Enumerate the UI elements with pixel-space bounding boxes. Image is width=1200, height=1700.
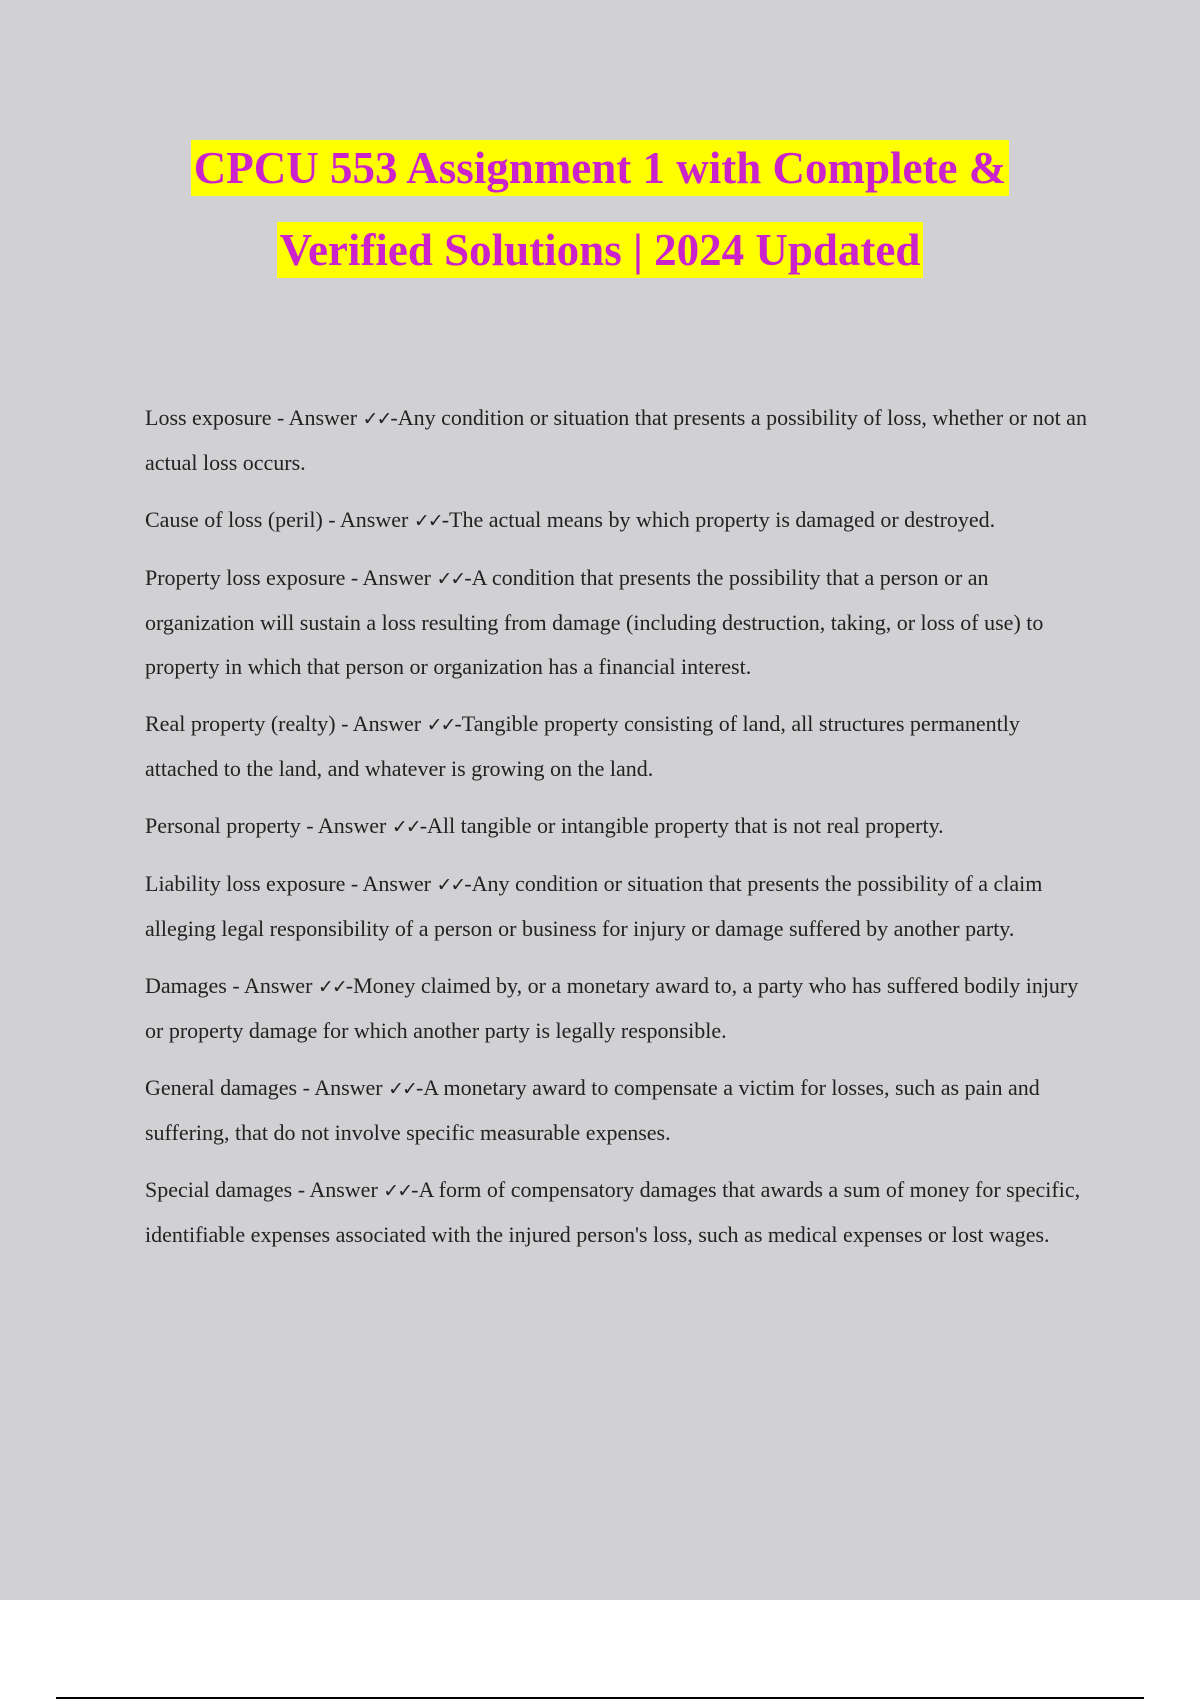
entry-term: Personal property: [145, 813, 301, 838]
double-check-icon: ✓✓: [391, 816, 420, 838]
entry-term: Loss exposure: [145, 405, 272, 430]
qa-entry: [145, 1066, 1095, 1155]
answer-label: - Answer: [297, 1075, 389, 1100]
entry-term: Real property (realty): [145, 711, 336, 736]
entry-term: Cause of loss (peril): [145, 507, 323, 532]
entry-definition: -A condition that presents the possibility that a person or an organization will sustain a loss resulting from damage (including destruction, taking, or loss of use) to property in which that person or organization has a financial interest.: [145, 565, 1044, 679]
double-check-icon: ✓✓: [383, 1180, 412, 1202]
double-check-icon: ✓✓: [388, 1078, 416, 1100]
entry-term: Damages: [145, 973, 227, 998]
entry-definition: -All tangible or intangible property that is not real property.: [419, 813, 944, 838]
qa-entry: [145, 862, 1095, 951]
double-check-icon: ✓✓: [317, 976, 346, 998]
entry-definition: -A form of compensatory damages that awards a sum of money for specific, identifiable expenses associated with the injured person's loss, such as medical expenses or lost wages.: [145, 1177, 1081, 1247]
qa-entry: [145, 396, 1095, 485]
qa-entry: [145, 964, 1095, 1053]
entry-definition: -Any condition or situation that presents a possibility of loss, whether or not an actual loss occurs.: [145, 405, 1087, 475]
answer-label: - Answer: [335, 711, 427, 736]
entry-definition: -Any condition or situation that presents the possibility of a claim alleging legal responsibility of a person or business for injury or damage suffered by another party.: [145, 871, 1043, 941]
answer-label: - Answer: [345, 871, 437, 896]
double-check-icon: ✓✓: [436, 568, 465, 590]
entry-definition: -Money claimed by, or a monetary award to, a party who has suffered bodily injury or property damage for which another party is legally responsible.: [145, 973, 1079, 1043]
double-check-icon: ✓✓: [426, 714, 455, 736]
qa-entry: [145, 1168, 1095, 1257]
entry-term: Liability loss exposure: [145, 871, 346, 896]
answer-label: - Answer: [292, 1177, 384, 1202]
double-check-icon: ✓✓: [413, 510, 442, 532]
entry-term: General damages: [145, 1075, 298, 1100]
answer-label: - Answer: [300, 813, 392, 838]
entry-definition: -Tangible property consisting of land, all structures permanently attached to the land, and whatever is growing on the land.: [145, 711, 1020, 781]
document-title: [0, 140, 1200, 278]
entry-term: Property loss exposure: [145, 565, 346, 590]
double-check-icon: ✓✓: [362, 408, 391, 430]
qa-entry: [145, 556, 1095, 689]
answer-label: - Answer: [322, 507, 414, 532]
answer-label: - Answer: [345, 565, 437, 590]
entry-definition: -A monetary award to compensate a victim for losses, such as pain and suffering, that do not involve specific measurable expenses.: [145, 1075, 1040, 1145]
qa-entries: [145, 396, 1095, 1270]
entry-term: Special damages: [145, 1177, 293, 1202]
qa-entry: [145, 702, 1095, 791]
answer-label: - Answer: [226, 973, 318, 998]
double-check-icon: ✓✓: [436, 874, 465, 896]
answer-label: - Answer: [271, 405, 363, 430]
footer-divider: [56, 1697, 1144, 1699]
title-line-1: CPCU 553 Assignment 1 with Complete &: [191, 140, 1009, 196]
entry-definition: -The actual means by which property is damaged or destroyed.: [441, 507, 996, 532]
qa-entry: [145, 498, 1095, 543]
title-line-2: Verified Solutions | 2024 Updated: [277, 222, 924, 278]
qa-entry: [145, 804, 1095, 849]
